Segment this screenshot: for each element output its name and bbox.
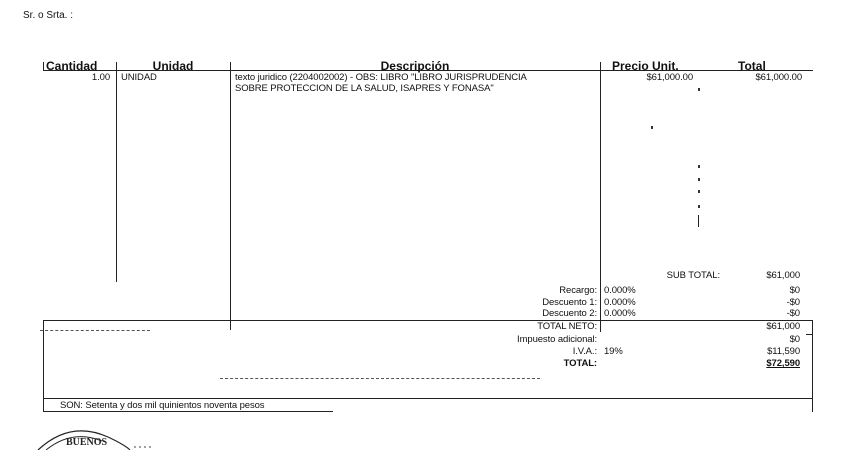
total-value: $72,590 xyxy=(766,358,800,369)
total-label: TOTAL: xyxy=(563,358,597,369)
son-text: SON: Setenta y dos mil quinientos noventa pesos xyxy=(60,400,265,411)
row-total: $61,000.00 xyxy=(755,72,802,83)
left-edge-top xyxy=(43,62,44,70)
header-total: Total xyxy=(738,59,766,73)
descuento1-label: Descuento 1: xyxy=(542,297,597,308)
total-neto-label: TOTAL NETO: xyxy=(537,321,597,332)
row-cantidad: 1.00 xyxy=(91,72,110,83)
company-stamp xyxy=(30,425,170,450)
total-neto-value: $61,000 xyxy=(766,321,800,332)
scan-mark xyxy=(698,190,700,193)
header-cantidad: Cantidad xyxy=(46,59,98,73)
col-divider-descripcion xyxy=(230,62,231,330)
scan-mark xyxy=(698,205,700,208)
recargo-value: $0 xyxy=(789,285,800,296)
subtotal-value: $61,000 xyxy=(766,270,800,281)
scan-mark xyxy=(698,88,700,91)
impuesto-value: $0 xyxy=(789,334,800,345)
descuento2-pct: 0.000% xyxy=(604,308,636,319)
scan-mark xyxy=(698,165,700,168)
impuesto-label: Impuesto adicional: xyxy=(517,334,597,345)
recargo-pct: 0.000% xyxy=(604,285,636,296)
scan-mark xyxy=(698,215,699,227)
row-descripcion-line1: texto juridico (2204002002) - OBS: LIBRO "LIBRO JURISPRUDENCIA xyxy=(235,72,527,83)
descuento1-value: -$0 xyxy=(786,297,800,308)
iva-label: I.V.A.: xyxy=(572,346,597,357)
salutation: Sr. o Srta. : xyxy=(23,10,74,21)
iva-pct: 19% xyxy=(604,346,623,357)
row-unidad: UNIDAD xyxy=(121,72,157,83)
row-precio: $61,000.00 xyxy=(646,72,693,83)
descuento1-pct: 0.000% xyxy=(604,297,636,308)
row-descripcion-line2: SOBRE PROTECCION DE LA SALUD, ISAPRES Y FONASA" xyxy=(235,83,494,94)
descuento2-label: Descuento 2: xyxy=(542,308,597,319)
son-bottom-line xyxy=(43,411,333,412)
totals-top-line xyxy=(43,320,813,321)
stamp-text: BUENOS xyxy=(66,437,108,448)
recargo-label: Recargo: xyxy=(559,285,597,296)
iva-value: $11,590 xyxy=(767,346,800,357)
scan-dash xyxy=(220,378,540,379)
header-unidad: Unidad xyxy=(152,59,194,73)
subtotal-label: SUB TOTAL: xyxy=(666,270,720,281)
totals-separator xyxy=(43,398,813,399)
descuento2-value: -$0 xyxy=(786,308,800,319)
scan-mark xyxy=(651,126,653,129)
scan-dash xyxy=(40,330,150,331)
header-precio: Precio Unit. xyxy=(612,59,679,73)
scan-mark xyxy=(698,178,700,181)
col-divider-unidad xyxy=(116,62,117,282)
neto-tick xyxy=(806,334,813,335)
col-divider-precio xyxy=(600,62,601,332)
header-descripcion: Descripción xyxy=(380,59,450,73)
